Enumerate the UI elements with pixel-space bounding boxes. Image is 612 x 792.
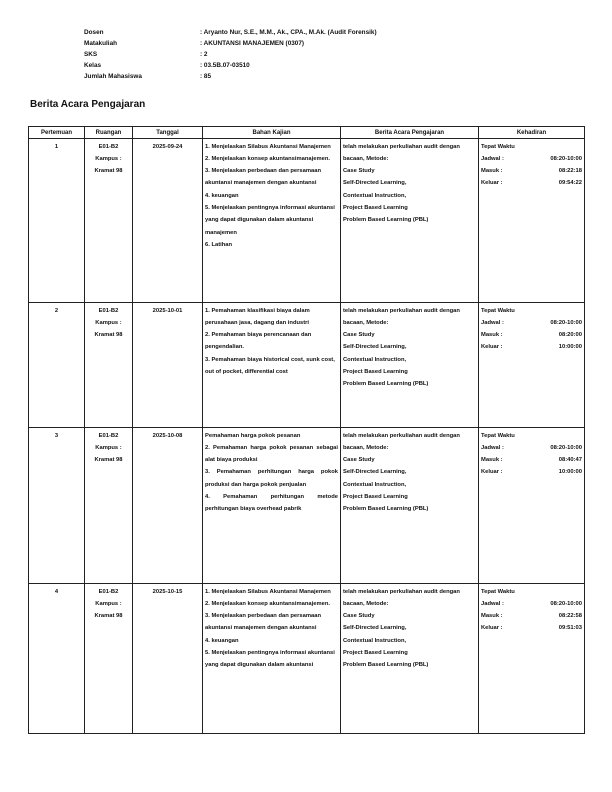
attendance-jadwal xyxy=(481,317,582,329)
table-row xyxy=(29,428,585,584)
info-value: : AKUNTANSI MANAJEMEN (0307) xyxy=(200,40,305,47)
jadwal-value: 08:20-10:00 xyxy=(550,155,582,162)
table-row xyxy=(29,303,585,428)
cell-kehadiran xyxy=(479,584,585,734)
masuk-value: 08:20:00 xyxy=(558,332,582,339)
cell-pertemuan: 2 xyxy=(29,303,85,428)
cell-berita-acara: telah melakukan perkuliahan audit dengan bacaan, Metode: Case Study Self-Directed Learning, Contextual Instruction, Project Based Learning Problem Based Learning (PBL) xyxy=(341,584,479,734)
table-header-row xyxy=(29,127,585,139)
cell-ruangan: E01-B2 Kampus : Kramat 98 xyxy=(85,428,133,584)
attendance-keluar xyxy=(481,177,582,189)
info-label: Jumlah Mahasiswa xyxy=(84,73,142,80)
cell-pertemuan: 4 xyxy=(29,584,85,734)
jadwal-value: 08:20-10:00 xyxy=(550,600,582,607)
cell-bahan-kajian: Pemahaman harga pokok pesanan 2. Pemahaman harga pokok pesanan sebagai alat biaya produksi 3. Pemahaman perhitungan harga pokok produksi dan harga pokok penjualan 4. Pemahaman perhitungan metode perhitungan biaya overhead pabrik xyxy=(203,428,341,584)
info-label: Matakuliah xyxy=(84,40,118,47)
info-row-dosen xyxy=(84,27,377,38)
info-value: : 2 xyxy=(200,51,208,58)
keluar-label: Keluar : xyxy=(481,344,503,351)
table-row xyxy=(29,584,585,734)
cell-tanggal: 2025-10-01 xyxy=(133,303,203,428)
masuk-label: Masuk : xyxy=(481,457,503,464)
cell-bahan-kajian: 1. Pemahaman klasifikasi biaya dalam perusahaan jasa, dagang dan industri 2. Pemahaman biaya perencanaan dan pengendalian. 3. Pemahaman biaya historical cost, sunk cost, out of pocket, differential cost xyxy=(203,303,341,428)
jadwal-value: 08:20-10:00 xyxy=(550,319,582,326)
cell-bahan-kajian: 1. Menjelaskan Silabus Akuntansi Manajemen 2. Menjelaskan konsep akuntansimanajemen. 3. Menjelaskan perbedaan dan persamaan akuntansi manajemen dengan akuntansi 4. keuangan 5. Menjelaskan pentingnya informasi akuntansi yang dapat digunakan dalam akuntansi xyxy=(203,584,341,734)
info-label: Dosen xyxy=(84,29,104,36)
keluar-value: 10:00:00 xyxy=(558,469,582,476)
keluar-value: 09:51:03 xyxy=(558,625,582,632)
course-info xyxy=(84,27,377,82)
attendance-masuk xyxy=(481,610,582,622)
info-row-kelas xyxy=(84,60,377,71)
attendance-jadwal xyxy=(481,442,582,454)
cell-kehadiran xyxy=(479,139,585,303)
cell-tanggal: 2025-10-08 xyxy=(133,428,203,584)
table-row xyxy=(29,139,585,303)
info-value: : Aryanto Nur, S.E., M.M., Ak., CPA., M.Ak. (Audit Forensik) xyxy=(200,29,377,36)
cell-berita-acara: telah melakukan perkuliahan audit dengan bacaan, Metode: Case Study Self-Directed Learning, Contextual Instruction, Project Based Learning Problem Based Learning (PBL) xyxy=(341,303,479,428)
masuk-value: 08:40:47 xyxy=(558,457,582,464)
info-label: SKS xyxy=(84,51,98,58)
attendance-masuk xyxy=(481,329,582,341)
info-row-sks xyxy=(84,49,377,60)
jadwal-label: Jadwal : xyxy=(481,600,504,607)
attendance-keluar xyxy=(481,622,582,634)
jadwal-value: 08:20-10:00 xyxy=(550,444,582,451)
attendance-status: Tepat Waktu xyxy=(481,143,515,150)
cell-berita-acara: telah melakukan perkuliahan audit dengan bacaan, Metode: Case Study Self-Directed Learning, Contextual Instruction, Project Based Learning Problem Based Learning (PBL) xyxy=(341,428,479,584)
masuk-label: Masuk : xyxy=(481,332,503,339)
attendance-keluar xyxy=(481,466,582,478)
jadwal-label: Jadwal : xyxy=(481,155,504,162)
keluar-value: 10:00:00 xyxy=(558,344,582,351)
header-kehadiran: Kehadiran xyxy=(479,127,585,139)
attendance-masuk xyxy=(481,454,582,466)
jadwal-label: Jadwal : xyxy=(481,319,504,326)
info-row-jumlah-mahasiswa xyxy=(84,71,377,82)
attendance-status: Tepat Waktu xyxy=(481,432,515,439)
cell-bahan-kajian: 1. Menjelaskan Silabus Akuntansi Manajemen 2. Menjelaskan konsep akuntansimanajemen. 3. Menjelaskan perbedaan dan persamaan akuntansi manajemen dengan akuntansi 4. keuangan 5. Menjelaskan pentingnya informasi akuntansi yang dapat digunakan dalam akuntansi manajemen 6. Latihan xyxy=(203,139,341,303)
cell-kehadiran xyxy=(479,428,585,584)
keluar-value: 09:54:22 xyxy=(558,180,582,187)
attendance-status: Tepat Waktu xyxy=(481,307,515,314)
keluar-label: Keluar : xyxy=(481,469,503,476)
cell-kehadiran xyxy=(479,303,585,428)
info-label: Kelas xyxy=(84,62,102,69)
masuk-value: 08:22:58 xyxy=(558,613,582,620)
section-title: Berita Acara Pengajaran xyxy=(30,99,146,110)
cell-berita-acara: telah melakukan perkuliahan audit dengan bacaan, Metode: Case Study Self-Directed Learning, Contextual Instruction, Project Based Learning Problem Based Learning (PBL) xyxy=(341,139,479,303)
attendance-jadwal xyxy=(481,153,582,165)
header-tanggal: Tanggal xyxy=(133,127,203,139)
info-value: : 03.5B.07-03510 xyxy=(200,62,250,69)
cell-pertemuan: 3 xyxy=(29,428,85,584)
attendance-jadwal xyxy=(481,598,582,610)
masuk-label: Masuk : xyxy=(481,613,503,620)
header-bahan-kajian: Bahan Kajian xyxy=(203,127,341,139)
attendance-keluar xyxy=(481,341,582,353)
attendance-masuk xyxy=(481,165,582,177)
cell-pertemuan: 1 xyxy=(29,139,85,303)
masuk-value: 08:22:18 xyxy=(558,168,582,175)
info-value: : 85 xyxy=(200,73,212,80)
keluar-label: Keluar : xyxy=(481,180,503,187)
masuk-label: Masuk : xyxy=(481,168,503,175)
cell-tanggal: 2025-09-24 xyxy=(133,139,203,303)
header-pertemuan: Pertemuan xyxy=(29,127,85,139)
info-row-matakuliah xyxy=(84,38,377,49)
cell-tanggal: 2025-10-15 xyxy=(133,584,203,734)
jadwal-label: Jadwal : xyxy=(481,444,504,451)
cell-ruangan: E01-B2 Kampus : Kramat 98 xyxy=(85,303,133,428)
cell-ruangan: E01-B2 Kampus : Kramat 98 xyxy=(85,139,133,303)
attendance-status: Tepat Waktu xyxy=(481,588,515,595)
header-ruangan: Ruangan xyxy=(85,127,133,139)
cell-ruangan: E01-B2 Kampus : Kramat 98 xyxy=(85,584,133,734)
teaching-log-table xyxy=(28,126,585,734)
header-berita-acara: Berita Acara Pengajaran xyxy=(341,127,479,139)
keluar-label: Keluar : xyxy=(481,625,503,632)
